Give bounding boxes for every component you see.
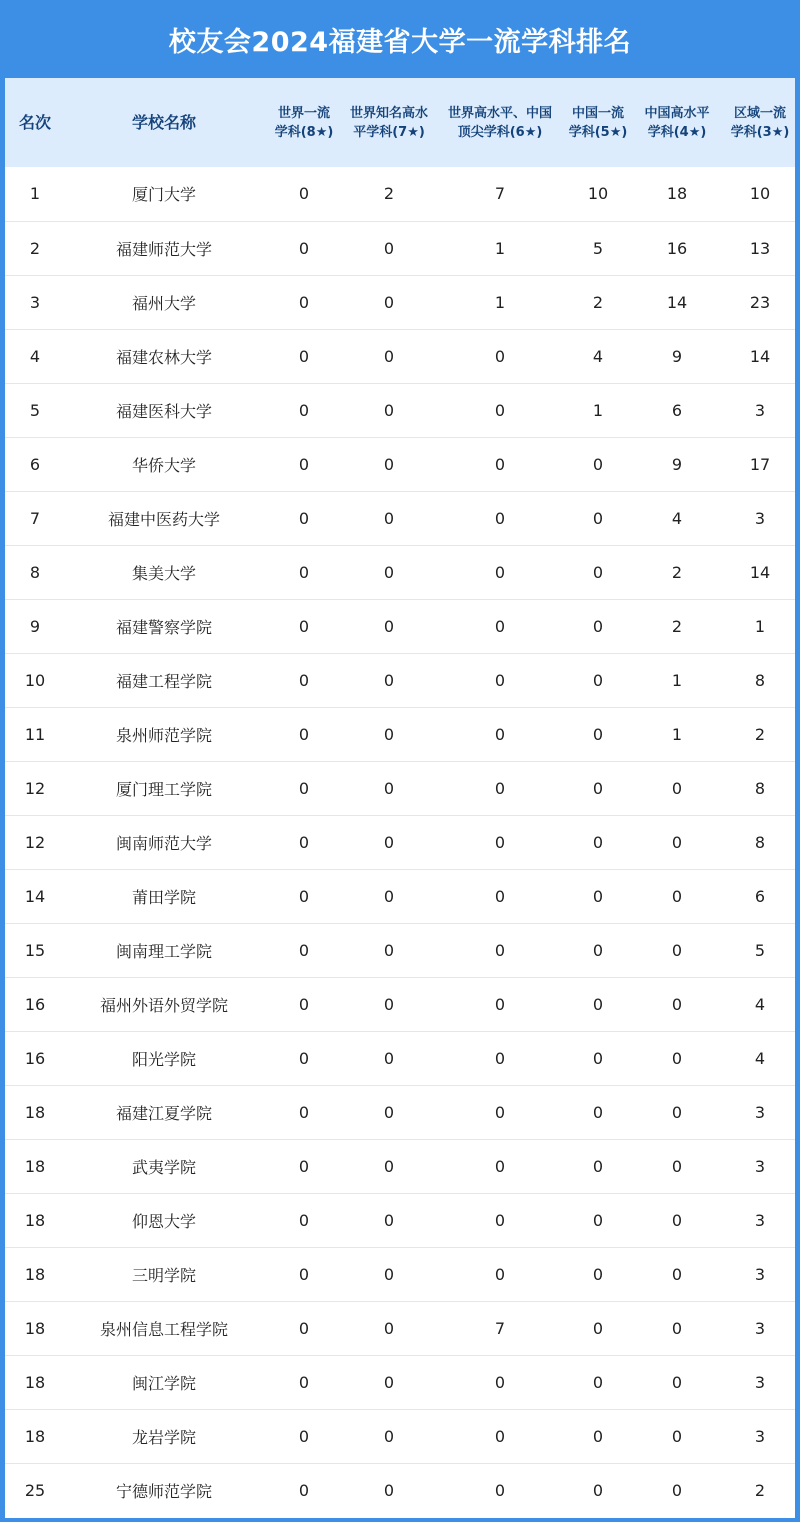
- rank-cell: 18: [5, 1247, 65, 1301]
- world-first-class-cell: 0: [263, 275, 345, 329]
- table-row: [5, 491, 795, 545]
- world-high-level-cell: 0: [433, 1409, 567, 1463]
- school-name-cell: 福州外语外贸学院: [65, 977, 263, 1031]
- header-label-line2: 学科(3★): [730, 124, 790, 140]
- school-name-cell: 三明学院: [65, 1247, 263, 1301]
- world-high-level-cell: 0: [433, 1031, 567, 1085]
- china-first-class-cell: 0: [567, 1193, 629, 1247]
- china-first-class-cell: 0: [567, 653, 629, 707]
- world-renowned-cell: 0: [383, 1480, 395, 1500]
- world-high-level-cell: 0: [433, 1139, 567, 1193]
- world-renowned-cell: 0: [345, 221, 433, 275]
- regional-first-class-cell: 8: [725, 761, 795, 815]
- school-name-cell: 福建江夏学院: [65, 1085, 263, 1139]
- table-row: [5, 383, 795, 437]
- regional-first-class-cell: 2: [754, 1480, 766, 1500]
- world-renowned-cell: 0: [345, 653, 433, 707]
- world-renowned-cell: 0: [345, 815, 433, 869]
- regional-first-class-cell: 5: [725, 923, 795, 977]
- rank-cell: 15: [5, 923, 65, 977]
- regional-first-class-cell: 3: [725, 1193, 795, 1247]
- china-first-class-cell: 0: [567, 869, 629, 923]
- regional-first-class-cell: 14: [725, 329, 795, 383]
- china-high-level-cell: 9: [629, 329, 725, 383]
- china-first-class-cell: 10: [567, 167, 629, 221]
- table-row: [5, 329, 795, 383]
- world-renowned-cell: 0: [345, 275, 433, 329]
- rank-cell: 18: [5, 1409, 65, 1463]
- china-high-level-cell: 1: [629, 653, 725, 707]
- world-first-class-cell: 0: [263, 1355, 345, 1409]
- china-first-class-cell: 0: [567, 1301, 629, 1355]
- world-first-class-cell: 0: [263, 761, 345, 815]
- school-name-cell: 仰恩大学: [65, 1193, 263, 1247]
- world-first-class-cell: 0: [263, 329, 345, 383]
- world-high-level-cell: 0: [433, 545, 567, 599]
- school-name-cell: 厦门理工学院: [65, 761, 263, 815]
- china-high-level-cell: 14: [629, 275, 725, 329]
- china-high-level-cell: 9: [629, 437, 725, 491]
- regional-first-class-cell: 13: [725, 221, 795, 275]
- world-renowned-cell: 0: [345, 1031, 433, 1085]
- regional-first-class-cell: 3: [725, 491, 795, 545]
- school-name-cell: 福建医科大学: [65, 383, 263, 437]
- table-row: [5, 869, 795, 923]
- ranking-panel: [5, 78, 795, 1518]
- table-row: [5, 275, 795, 329]
- school-name-cell: 福建警察学院: [65, 599, 263, 653]
- table-row: [5, 1031, 795, 1085]
- header-label-line1: 中国一流: [571, 105, 624, 121]
- header-label-line1: 世界高水平、中国: [447, 105, 552, 121]
- regional-first-class-cell: 3: [725, 1409, 795, 1463]
- school-name-cell: 集美大学: [65, 545, 263, 599]
- header-rank: [5, 78, 65, 167]
- rank-cell: 2: [5, 221, 65, 275]
- china-first-class-cell: 0: [567, 707, 629, 761]
- header-china-high-level: [629, 78, 725, 167]
- table-row: [5, 1193, 795, 1247]
- rank-cell: 11: [5, 707, 65, 761]
- china-first-class-cell: 1: [567, 383, 629, 437]
- world-high-level-cell: 0: [433, 1355, 567, 1409]
- world-renowned-cell: 0: [345, 977, 433, 1031]
- china-high-level-cell: 0: [629, 869, 725, 923]
- rank-cell: 18: [5, 1139, 65, 1193]
- china-high-level-cell: 0: [629, 1247, 725, 1301]
- china-first-class-cell: 0: [567, 1085, 629, 1139]
- world-high-level-cell: 0: [433, 653, 567, 707]
- china-high-level-cell: 0: [629, 1139, 725, 1193]
- regional-first-class-cell: 14: [725, 545, 795, 599]
- world-first-class-cell: 0: [263, 707, 345, 761]
- china-high-level-cell: 0: [629, 815, 725, 869]
- header-school-name: [65, 78, 263, 167]
- table-row: [5, 545, 795, 599]
- header-label-line2: 学科(8★): [274, 124, 334, 140]
- regional-first-class-cell: 8: [725, 815, 795, 869]
- china-high-level-cell: 2: [629, 599, 725, 653]
- world-high-level-cell: 0: [433, 707, 567, 761]
- header-label-line1: 世界知名高水: [349, 105, 428, 121]
- world-renowned-cell: 0: [345, 437, 433, 491]
- table-row: [5, 1085, 795, 1139]
- table-row: [5, 167, 795, 221]
- school-name-cell: 厦门大学: [65, 167, 263, 221]
- world-first-class-cell: 0: [263, 383, 345, 437]
- regional-first-class-cell: 10: [725, 167, 795, 221]
- world-first-class-cell: 0: [263, 491, 345, 545]
- regional-first-class-cell: 3: [725, 1139, 795, 1193]
- rank-cell: 7: [5, 491, 65, 545]
- world-high-level-cell: 0: [433, 977, 567, 1031]
- rank-cell: 12: [5, 815, 65, 869]
- china-high-level-cell: 0: [671, 1480, 683, 1500]
- china-high-level-cell: 0: [629, 1355, 725, 1409]
- rank-cell: 18: [5, 1355, 65, 1409]
- world-renowned-cell: 0: [345, 491, 433, 545]
- world-first-class-cell: 0: [263, 1409, 345, 1463]
- world-first-class-cell: 0: [263, 167, 345, 221]
- world-renowned-cell: 0: [345, 545, 433, 599]
- table-row: [5, 923, 795, 977]
- china-high-level-cell: 0: [629, 923, 725, 977]
- regional-first-class-cell: 6: [725, 869, 795, 923]
- header-label-line1: 世界一流: [277, 105, 330, 121]
- rank-cell: 4: [5, 329, 65, 383]
- header-label-line1: 中国高水平: [644, 105, 710, 121]
- world-high-level-cell: 0: [433, 383, 567, 437]
- world-high-level-cell: 1: [433, 221, 567, 275]
- china-high-level-cell: 16: [629, 221, 725, 275]
- china-high-level-cell: 2: [629, 545, 725, 599]
- school-name-cell: 泉州信息工程学院: [65, 1301, 263, 1355]
- world-high-level-cell: 0: [433, 1247, 567, 1301]
- china-first-class-cell: 4: [567, 329, 629, 383]
- page-title: 校友会2024福建省大学一流学科排名: [168, 26, 632, 58]
- table-body: [5, 167, 795, 1517]
- world-high-level-cell: 0: [433, 491, 567, 545]
- china-first-class-cell: 0: [567, 1247, 629, 1301]
- header-label-line2: 学科(4★): [647, 124, 707, 140]
- table-row: [5, 1355, 795, 1409]
- rank-cell: 3: [5, 275, 65, 329]
- regional-first-class-cell: 17: [725, 437, 795, 491]
- rank-cell: 18: [5, 1085, 65, 1139]
- header-world-renowned: [345, 78, 433, 167]
- world-renowned-cell: 0: [345, 1247, 433, 1301]
- regional-first-class-cell: 3: [725, 1301, 795, 1355]
- school-name-cell: 福建师范大学: [65, 221, 263, 275]
- world-first-class-cell: 0: [263, 923, 345, 977]
- world-first-class-cell: 0: [298, 1480, 310, 1500]
- rank-cell: 14: [5, 869, 65, 923]
- world-renowned-cell: 2: [345, 167, 433, 221]
- school-name-cell: 福建中医药大学: [65, 491, 263, 545]
- world-high-level-cell: 0: [433, 329, 567, 383]
- rank-cell: 6: [5, 437, 65, 491]
- rank-cell: 16: [5, 977, 65, 1031]
- school-name-cell: 莆田学院: [65, 869, 263, 923]
- header-label-line1: 名次: [18, 113, 51, 132]
- world-first-class-cell: 0: [263, 815, 345, 869]
- world-first-class-cell: 0: [263, 221, 345, 275]
- china-high-level-cell: 1: [629, 707, 725, 761]
- china-first-class-cell: 0: [567, 977, 629, 1031]
- header-world-high-level: [433, 78, 567, 167]
- header-label-line1: 区域一流: [733, 105, 786, 121]
- china-first-class-cell: 0: [567, 1031, 629, 1085]
- china-first-class-cell: 0: [567, 599, 629, 653]
- china-high-level-cell: 4: [629, 491, 725, 545]
- china-first-class-cell: 0: [567, 1355, 629, 1409]
- header-china-first-class: [567, 78, 629, 167]
- header-world-first-class: [263, 78, 345, 167]
- school-name-cell: 龙岩学院: [65, 1409, 263, 1463]
- regional-first-class-cell: 3: [725, 1355, 795, 1409]
- header-regional-first-class: [725, 78, 795, 167]
- world-high-level-cell: 7: [433, 167, 567, 221]
- world-renowned-cell: 0: [345, 1139, 433, 1193]
- regional-first-class-cell: 3: [725, 383, 795, 437]
- world-first-class-cell: 0: [263, 653, 345, 707]
- china-high-level-cell: 18: [629, 167, 725, 221]
- table-row: [5, 977, 795, 1031]
- world-high-level-cell: 0: [433, 437, 567, 491]
- world-high-level-cell: 0: [433, 923, 567, 977]
- table-row: [5, 1409, 795, 1463]
- header-label-line2: 顶尖学科(6★): [457, 124, 543, 140]
- table-row: [5, 437, 795, 491]
- regional-first-class-cell: 4: [725, 977, 795, 1031]
- world-high-level-cell: 0: [433, 815, 567, 869]
- school-name-cell: 福建农林大学: [65, 329, 263, 383]
- china-first-class-cell: 0: [567, 437, 629, 491]
- world-renowned-cell: 0: [345, 1193, 433, 1247]
- china-high-level-cell: 0: [629, 1031, 725, 1085]
- china-first-class-cell: 0: [592, 1480, 604, 1500]
- world-high-level-cell: 0: [433, 1085, 567, 1139]
- world-renowned-cell: 0: [345, 329, 433, 383]
- world-high-level-cell: 0: [494, 1480, 506, 1500]
- world-high-level-cell: 0: [433, 1193, 567, 1247]
- china-high-level-cell: 0: [629, 1409, 725, 1463]
- school-name-cell: 阳光学院: [65, 1031, 263, 1085]
- table-row: [5, 221, 795, 275]
- rank-cell: 12: [5, 761, 65, 815]
- header-label-line2: 平学科(7★): [353, 124, 425, 140]
- world-renowned-cell: 0: [345, 1301, 433, 1355]
- world-high-level-cell: 0: [433, 599, 567, 653]
- world-renowned-cell: 0: [345, 923, 433, 977]
- china-first-class-cell: 2: [567, 275, 629, 329]
- ranking-table: [5, 78, 795, 1517]
- regional-first-class-cell: 23: [725, 275, 795, 329]
- world-high-level-cell: 0: [433, 761, 567, 815]
- school-name-cell: 武夷学院: [65, 1139, 263, 1193]
- rank-cell: 1: [5, 167, 65, 221]
- world-first-class-cell: 0: [263, 869, 345, 923]
- rank-cell: 25: [24, 1480, 46, 1500]
- world-first-class-cell: 0: [263, 1247, 345, 1301]
- world-renowned-cell: 0: [345, 383, 433, 437]
- china-first-class-cell: 0: [567, 545, 629, 599]
- table-row: [5, 599, 795, 653]
- school-name-cell: 福建工程学院: [65, 653, 263, 707]
- world-first-class-cell: 0: [263, 545, 345, 599]
- world-first-class-cell: 0: [263, 1031, 345, 1085]
- school-name-cell: 福州大学: [65, 275, 263, 329]
- world-high-level-cell: 1: [433, 275, 567, 329]
- table-row: [5, 761, 795, 815]
- regional-first-class-cell: 3: [725, 1085, 795, 1139]
- china-first-class-cell: 0: [567, 923, 629, 977]
- world-first-class-cell: 0: [263, 437, 345, 491]
- china-first-class-cell: 5: [567, 221, 629, 275]
- china-first-class-cell: 0: [567, 1409, 629, 1463]
- rank-cell: 10: [5, 653, 65, 707]
- china-first-class-cell: 0: [567, 761, 629, 815]
- table-row: [5, 1463, 795, 1517]
- china-high-level-cell: 0: [629, 761, 725, 815]
- table-row: [5, 1301, 795, 1355]
- header-label-line1: 学校名称: [131, 113, 196, 132]
- rank-cell: 9: [5, 599, 65, 653]
- world-high-level-cell: 7: [433, 1301, 567, 1355]
- school-name-cell: 华侨大学: [65, 437, 263, 491]
- world-renowned-cell: 0: [345, 1409, 433, 1463]
- rank-cell: 8: [5, 545, 65, 599]
- china-first-class-cell: 0: [567, 1139, 629, 1193]
- table-row: [5, 1139, 795, 1193]
- world-first-class-cell: 0: [263, 977, 345, 1031]
- table-row: [5, 653, 795, 707]
- regional-first-class-cell: 1: [725, 599, 795, 653]
- world-first-class-cell: 0: [263, 599, 345, 653]
- world-renowned-cell: 0: [345, 1355, 433, 1409]
- school-name-cell: 闽南理工学院: [65, 923, 263, 977]
- rank-cell: 18: [5, 1301, 65, 1355]
- world-renowned-cell: 0: [345, 761, 433, 815]
- regional-first-class-cell: 4: [725, 1031, 795, 1085]
- china-high-level-cell: 6: [629, 383, 725, 437]
- school-name-cell: 闽江学院: [65, 1355, 263, 1409]
- world-first-class-cell: 0: [263, 1301, 345, 1355]
- china-first-class-cell: 0: [567, 815, 629, 869]
- china-high-level-cell: 0: [629, 1085, 725, 1139]
- school-name-cell: 闽南师范大学: [65, 815, 263, 869]
- regional-first-class-cell: 3: [725, 1247, 795, 1301]
- world-renowned-cell: 0: [345, 599, 433, 653]
- table-header-row: [5, 78, 795, 167]
- regional-first-class-cell: 2: [725, 707, 795, 761]
- world-first-class-cell: 0: [263, 1085, 345, 1139]
- school-name-cell: 泉州师范学院: [65, 707, 263, 761]
- world-high-level-cell: 0: [433, 869, 567, 923]
- table-row: [5, 707, 795, 761]
- table-row: [5, 1247, 795, 1301]
- school-name-cell: 宁德师范学院: [115, 1481, 212, 1501]
- world-first-class-cell: 0: [263, 1139, 345, 1193]
- rank-cell: 16: [5, 1031, 65, 1085]
- header-label-line2: 学科(5★): [568, 124, 628, 140]
- world-renowned-cell: 0: [345, 1085, 433, 1139]
- rank-cell: 5: [5, 383, 65, 437]
- world-renowned-cell: 0: [345, 869, 433, 923]
- china-first-class-cell: 0: [567, 491, 629, 545]
- china-high-level-cell: 0: [629, 977, 725, 1031]
- world-first-class-cell: 0: [263, 1193, 345, 1247]
- world-renowned-cell: 0: [345, 707, 433, 761]
- china-high-level-cell: 0: [629, 1193, 725, 1247]
- china-high-level-cell: 0: [629, 1301, 725, 1355]
- rank-cell: 18: [5, 1193, 65, 1247]
- regional-first-class-cell: 8: [725, 653, 795, 707]
- table-row: [5, 815, 795, 869]
